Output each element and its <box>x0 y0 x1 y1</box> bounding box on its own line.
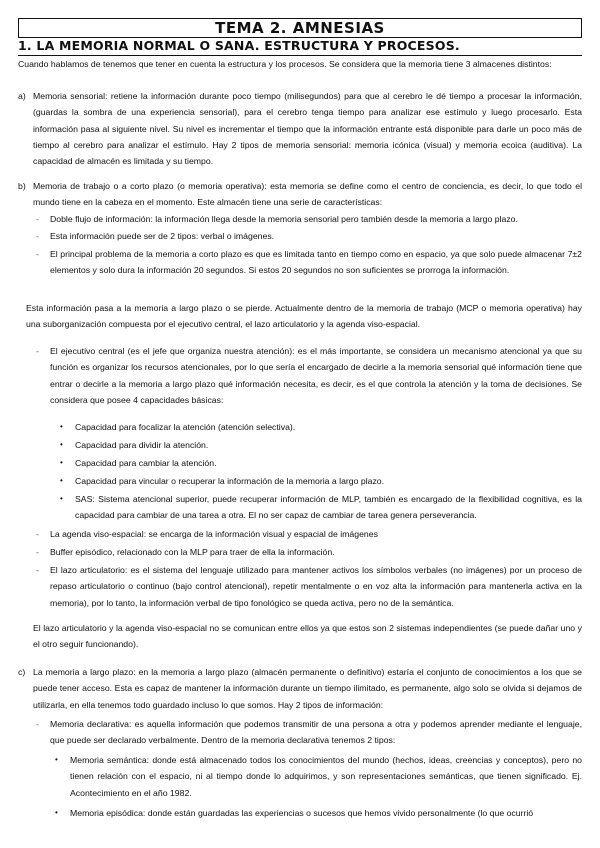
item-c-marker: c) <box>18 667 26 677</box>
episodic-memory-item: Memoria episódica: donde están guardadas las experiencias o sucesos que hemos vivido personalmente (lo que ocurrió <box>70 808 534 818</box>
capacity-item: Capacidad para vincular o recuperar la información de la memoria a largo plazo. <box>75 476 385 486</box>
dot-bullet: • <box>60 422 63 431</box>
declarative-memory-item: Memoria declarativa: es aquella información que podemos transmitir de una persona a otra y podemos aprender mediante el lenguaje, que puede ser declarado verbalmente. Dentro de la memoria declarativa tenemos 2 tipos: <box>50 719 582 746</box>
feature-item: Doble flujo de información: la información llega desde la memoria sensorial pero también desde la memoria a largo plazo. <box>50 214 518 224</box>
feature-item: El principal problema de la memoria a corto plazo es que es limitada tanto en tiempo como en espacio, ya que solo puede almacenar 7±2 elementos y solo dura la información 20 segundos. Si estos 20 segundos no son suficientes se prorroga la información. <box>50 249 582 276</box>
dot-bullet: • <box>60 494 63 503</box>
central-executive-item: El ejecutivo central (es el jefe que organiza nuestra atención): es el más importante, se considera un mecanismo atencional ya que su función es organizar los recursos atencionales, por lo que sería el encargado de decirle a la memoria sensorial qué información tiene que entrar o decirle a la memoria a largo plazo qué información necesita, es decir, es el que controla la atención y la toma de decisiones. Se considera que posee 4 capacidades básicas: <box>50 346 582 405</box>
working-memory-para2: Esta información pasa a la memoria a largo plazo o se pierde. Actualmente dentro de la memoria de trabajo (MCP o memoria operativa) hay una suborganización compuesta por el ejecutivo central, el lazo articulatorio y la agenda viso-espacial. <box>26 303 582 330</box>
capacity-item: Capacidad para cambiar la atención. <box>75 458 217 468</box>
dash-bullet: - <box>36 529 39 539</box>
section-heading: 1. LA MEMORIA NORMAL O SANA. ESTRUCTURA Y PROCESOS. <box>18 38 582 56</box>
dash-bullet: - <box>36 547 39 557</box>
capacity-item: Capacidad para focalizar la atención (atención selectiva). <box>75 422 296 432</box>
subsystem-item: La agenda viso-espacial: se encarga de la información visual y espacial de imágenes <box>50 529 378 539</box>
subsystem-item: Buffer episódico, relacionado con la MLP para traer de ella la información. <box>50 547 335 557</box>
dash-bullet: - <box>36 249 39 259</box>
dash-bullet: - <box>36 346 39 356</box>
item-c-long-term-memory: La memoria a largo plazo: en la memoria a largo plazo (almacén permanente o definitivo) estaría el conjunto de conocimientos a los que se puede tener acceso. Esta es capaz de mantener la información durante un tiempo ilimitado, es permanente, algo solo se olvida si dejamos de utilizarla, en ella tenemos todo guardado incluso lo que somos. Hay 2 tipos de información: <box>33 667 582 710</box>
dot-bullet: • <box>55 755 58 764</box>
dash-bullet: - <box>36 231 39 241</box>
working-memory-para3: El lazo articulatorio y la agenda viso-espacial no se comunican entre ellos ya que estos son 2 sistemas independientes (se puede dañar uno y el otro seguir funcionando). <box>33 623 582 650</box>
dot-bullet: • <box>60 476 63 485</box>
dot-bullet: • <box>60 458 63 467</box>
capacity-item: SAS: Sistema atencional superior, puede recuperar información de MLP, también es encargado de la flexibilidad cognitiva, es la capacidad para cambiar de una tarea a otra. El no ser capaz de cambiar de tarea genera perseverancia. <box>75 494 582 521</box>
dash-bullet: - <box>36 214 39 224</box>
semantic-memory-item: Memoria semántica: donde está almacenado todos los conocimientos del mundo (hechos, ideas, creencias y conceptos), pero no tienen relación con el espacio, ni al tiempo donde lo adquirimos, y son representaciones semánticas, que tienen significado. Ej. Acontecimiento en el año 1982. <box>70 755 582 798</box>
feature-item: Esta información puede ser de 2 tipos: verbal o imágenes. <box>50 231 275 241</box>
item-a-marker: a) <box>18 91 26 101</box>
dash-bullet: - <box>36 565 39 575</box>
page-title: TEMA 2. AMNESIAS <box>18 18 582 38</box>
dot-bullet: • <box>60 440 63 449</box>
item-b-marker: b) <box>18 181 26 191</box>
dash-bullet: - <box>36 719 39 729</box>
capacity-item: Capacidad para dividir la atención. <box>75 440 209 450</box>
intro-paragraph: Cuando hablamos de tenemos que tener en cuenta la estructura y los procesos. Se considera que la memoria tiene 3 almacenes distintos: <box>18 59 552 69</box>
subsystem-item: El lazo articulatorio: es el sistema del lenguaje utilizado para mantener activos los símbolos verbales (no imágenes) por un proceso de repaso articulatorio o continuo (bajo control atencional), repetir mentalmente o en voz alta la información para mantenerla activa en la memoria), por lo tanto, la información verbal de tipo fonológico se queda activa, pero no de la semántica. <box>50 565 582 608</box>
dot-bullet: • <box>55 808 58 817</box>
item-b-working-memory: Memoria de trabajo o a corto plazo (o memoria operativa): esta memoria se define como el centro de conciencia, es decir, lo que todo el mundo tiene en la cabeza en el momento. Este almacén tiene una serie de características: <box>33 181 582 208</box>
item-a-sensory-memory: Memoria sensorial: retiene la información durante poco tiempo (milisegundos) para que al cerebro le dé tiempo a procesar la información, (guardas la sombra de una experiencia sensorial), para el cerebro tenga tiempo para analizar ese estímulo y luego procesarlo. Esta información pasa al siguiente nivel. Su nivel es incrementar el tiempo que la información entrante está disponible para darle un poco más de tiempo al cerebro para analizar el estímulo. Hay 2 tipos de memoria sensorial: memoria icónica (visual) y memoria ecoica (auditiva). La capacidad de almacén es limitada y su tiempo. <box>33 91 582 167</box>
